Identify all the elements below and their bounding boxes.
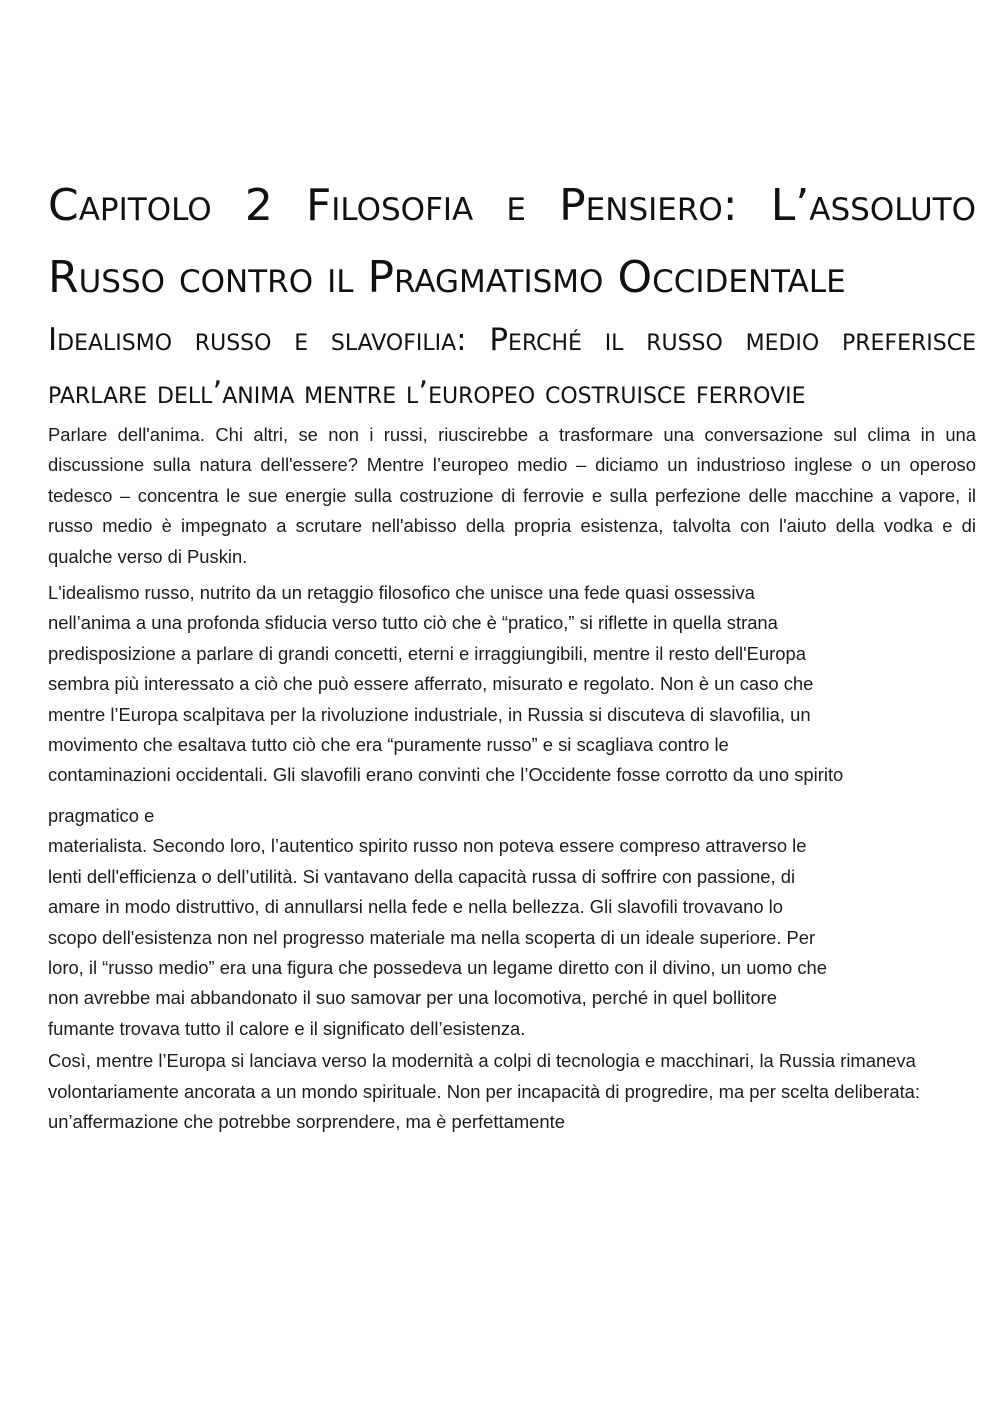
chapter-title: Capitolo 2 Filosofia e Pensiero: L’assoluto Russo contro il Pragmatismo Occidentale	[48, 180, 976, 303]
paragraph-2-line: contaminazioni occidentali. Gli slavofili erano convinti che l’Occidente fosse corrotto da uno spirito	[48, 764, 844, 786]
paragraph-4	[48, 831, 976, 1044]
paragraph-2	[48, 578, 976, 791]
paragraph-2-line: nell’anima a una profonda sfiducia verso tutto ciò che è “pratico,” si riflette in quella strana	[48, 612, 778, 634]
section-title: Idealismo russo e slavofilia: Perché il russo medio preferisce parlare dell’anima mentre l’europeo costruisce ferrovie	[48, 322, 976, 411]
paragraph-5: Così, mentre l’Europa si lanciava verso la modernità a colpi di tecnologia e macchinari, la Russia rimaneva volontariamente ancorata a un mondo spirituale. Non per incapacità di progredire, ma per scelta deliberata: un’affermazione che potrebbe sorprendere, ma è perfettamente	[48, 1050, 921, 1132]
paragraph-1: Parlare dell'anima. Chi altri, se non i russi, riuscirebbe a trasformare una conversazione sul clima in una discussione sulla natura dell'essere? Mentre l’europeo medio – diciamo un industrioso inglese o un operoso tedesco – concentra le sue energie sulla costruzione di ferrovie e sulla perfezione delle macchine a vapore, il russo medio è impegnato a scrutare nell'abisso della propria esistenza, talvolta con l'aiuto della vodka e di qualche verso di Puskin.	[48, 424, 976, 567]
paragraph-4-line: fumante trovava tutto il calore e il significato dell’esistenza.	[48, 1017, 526, 1039]
paragraph-2-line: L'idealismo russo, nutrito da un retaggio filosofico che unisce una fede quasi ossessiva	[48, 582, 755, 604]
paragraph-4-line: amare in modo distruttivo, di annullarsi nella fede e nella bellezza. Gli slavofili trovavano lo	[48, 896, 783, 918]
paragraph-3	[48, 801, 976, 831]
page-content	[48, 170, 976, 1137]
paragraph-2-line: predisposizione a parlare di grandi concetti, eterni e irraggiungibili, mentre il resto dell'Europa	[48, 642, 806, 664]
paragraph-4-line: lenti dell'efficienza o dell’utilità. Si vantavano della capacità russa di soffrire con passione, di	[48, 865, 796, 887]
paragraph-4-line: materialista. Secondo loro, l’autentico spirito russo non poteva essere compreso attraverso le	[48, 835, 807, 857]
paragraph-3-line: pragmatico e	[48, 804, 155, 826]
paragraph-4-line: non avrebbe mai abbandonato il suo samovar per una locomotiva, perché in quel bollitore	[48, 987, 777, 1009]
paragraph-2-line: sembra più interessato a ciò che può essere afferrato, misurato e regolato. Non è un caso che	[48, 673, 814, 695]
paragraph-2-line: movimento che esaltava tutto ciò che era “puramente russo” e si scagliava contro le	[48, 734, 729, 756]
paragraph-2-line: mentre l’Europa scalpitava per la rivoluzione industriale, in Russia si discuteva di slavofilia, un	[48, 703, 811, 725]
paragraph-4-line: loro, il “russo medio” era una figura che possedeva un legame diretto con il divino, un uomo che	[48, 956, 827, 978]
paragraph-4-line: scopo dell'esistenza non nel progresso materiale ma nella scoperta di un ideale superiore. Per	[48, 926, 816, 948]
